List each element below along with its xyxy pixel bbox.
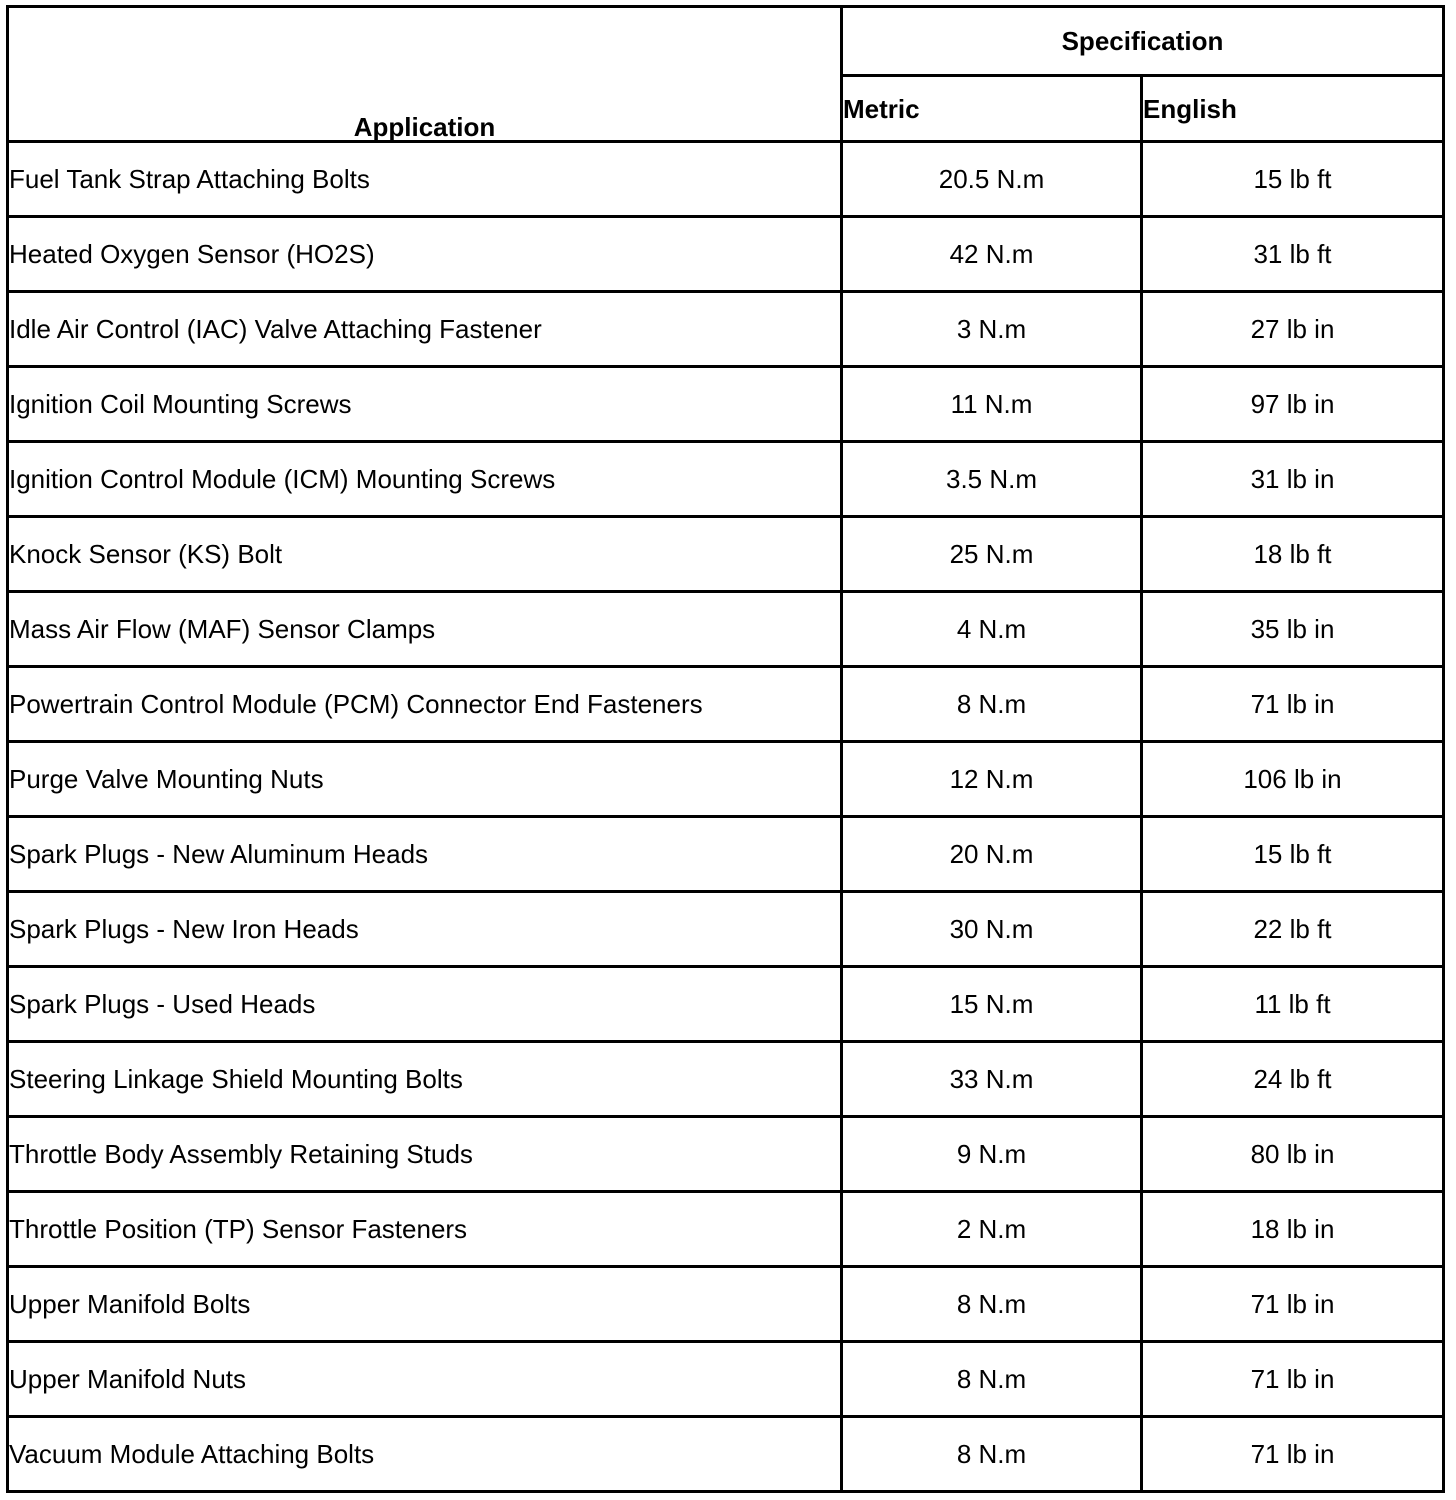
english-cell: 24 lb ft	[1142, 1042, 1444, 1117]
table-row	[8, 142, 1444, 217]
table-row	[8, 1192, 1444, 1267]
table-row	[8, 742, 1444, 817]
application-cell: Powertrain Control Module (PCM) Connector End Fasteners	[8, 667, 842, 742]
metric-cell: 8 N.m	[842, 667, 1142, 742]
application-cell: Spark Plugs - Used Heads	[8, 967, 842, 1042]
metric-cell: 12 N.m	[842, 742, 1142, 817]
metric-cell: 3.5 N.m	[842, 442, 1142, 517]
metric-cell: 42 N.m	[842, 217, 1142, 292]
english-cell: 18 lb ft	[1142, 517, 1444, 592]
metric-cell: 30 N.m	[842, 892, 1142, 967]
english-cell: 80 lb in	[1142, 1117, 1444, 1192]
application-cell: Ignition Control Module (ICM) Mounting Screws	[8, 442, 842, 517]
table-row	[8, 817, 1444, 892]
application-cell: Upper Manifold Nuts	[8, 1342, 842, 1417]
metric-cell: 11 N.m	[842, 367, 1142, 442]
table-row	[8, 967, 1444, 1042]
english-cell: 31 lb ft	[1142, 217, 1444, 292]
english-cell: 18 lb in	[1142, 1192, 1444, 1267]
metric-cell: 25 N.m	[842, 517, 1142, 592]
table-row	[8, 367, 1444, 442]
application-cell: Throttle Body Assembly Retaining Studs	[8, 1117, 842, 1192]
table-row	[8, 892, 1444, 967]
english-cell: 71 lb in	[1142, 1342, 1444, 1417]
table-row	[8, 592, 1444, 667]
application-cell: Ignition Coil Mounting Screws	[8, 367, 842, 442]
application-cell: Mass Air Flow (MAF) Sensor Clamps	[8, 592, 842, 667]
metric-cell: 8 N.m	[842, 1342, 1142, 1417]
metric-cell: 15 N.m	[842, 967, 1142, 1042]
english-cell: 22 lb ft	[1142, 892, 1444, 967]
english-cell: 71 lb in	[1142, 667, 1444, 742]
metric-cell: 3 N.m	[842, 292, 1142, 367]
metric-cell: 9 N.m	[842, 1117, 1142, 1192]
english-cell: 27 lb in	[1142, 292, 1444, 367]
english-cell: 97 lb in	[1142, 367, 1444, 442]
table-row	[8, 442, 1444, 517]
application-cell: Idle Air Control (IAC) Valve Attaching Fastener	[8, 292, 842, 367]
application-cell: Throttle Position (TP) Sensor Fasteners	[8, 1192, 842, 1267]
table-row	[8, 1417, 1444, 1492]
table-row	[8, 517, 1444, 592]
application-cell: Knock Sensor (KS) Bolt	[8, 517, 842, 592]
application-cell: Heated Oxygen Sensor (HO2S)	[8, 217, 842, 292]
english-column-header: English	[1142, 76, 1444, 142]
table-row	[8, 217, 1444, 292]
table-row	[8, 292, 1444, 367]
metric-cell: 33 N.m	[842, 1042, 1142, 1117]
fastener-specification-table	[6, 5, 1445, 1493]
specification-column-header: Specification	[842, 7, 1444, 76]
application-cell: Vacuum Module Attaching Bolts	[8, 1417, 842, 1492]
english-cell: 11 lb ft	[1142, 967, 1444, 1042]
metric-cell: 8 N.m	[842, 1417, 1142, 1492]
metric-cell: 2 N.m	[842, 1192, 1142, 1267]
application-cell: Spark Plugs - New Aluminum Heads	[8, 817, 842, 892]
application-cell: Spark Plugs - New Iron Heads	[8, 892, 842, 967]
metric-column-header: Metric	[842, 76, 1142, 142]
application-column-header: Application	[8, 7, 842, 142]
metric-cell: 8 N.m	[842, 1267, 1142, 1342]
application-cell: Upper Manifold Bolts	[8, 1267, 842, 1342]
application-cell: Fuel Tank Strap Attaching Bolts	[8, 142, 842, 217]
table-row	[8, 667, 1444, 742]
english-cell: 15 lb ft	[1142, 817, 1444, 892]
english-cell: 31 lb in	[1142, 442, 1444, 517]
english-cell: 106 lb in	[1142, 742, 1444, 817]
metric-cell: 20 N.m	[842, 817, 1142, 892]
english-cell: 15 lb ft	[1142, 142, 1444, 217]
english-cell: 71 lb in	[1142, 1267, 1444, 1342]
application-cell: Purge Valve Mounting Nuts	[8, 742, 842, 817]
metric-cell: 4 N.m	[842, 592, 1142, 667]
metric-cell: 20.5 N.m	[842, 142, 1142, 217]
table-row	[8, 1042, 1444, 1117]
table-row	[8, 1342, 1444, 1417]
table-row	[8, 1267, 1444, 1342]
application-cell: Steering Linkage Shield Mounting Bolts	[8, 1042, 842, 1117]
table-row	[8, 1117, 1444, 1192]
english-cell: 35 lb in	[1142, 592, 1444, 667]
english-cell: 71 lb in	[1142, 1417, 1444, 1492]
